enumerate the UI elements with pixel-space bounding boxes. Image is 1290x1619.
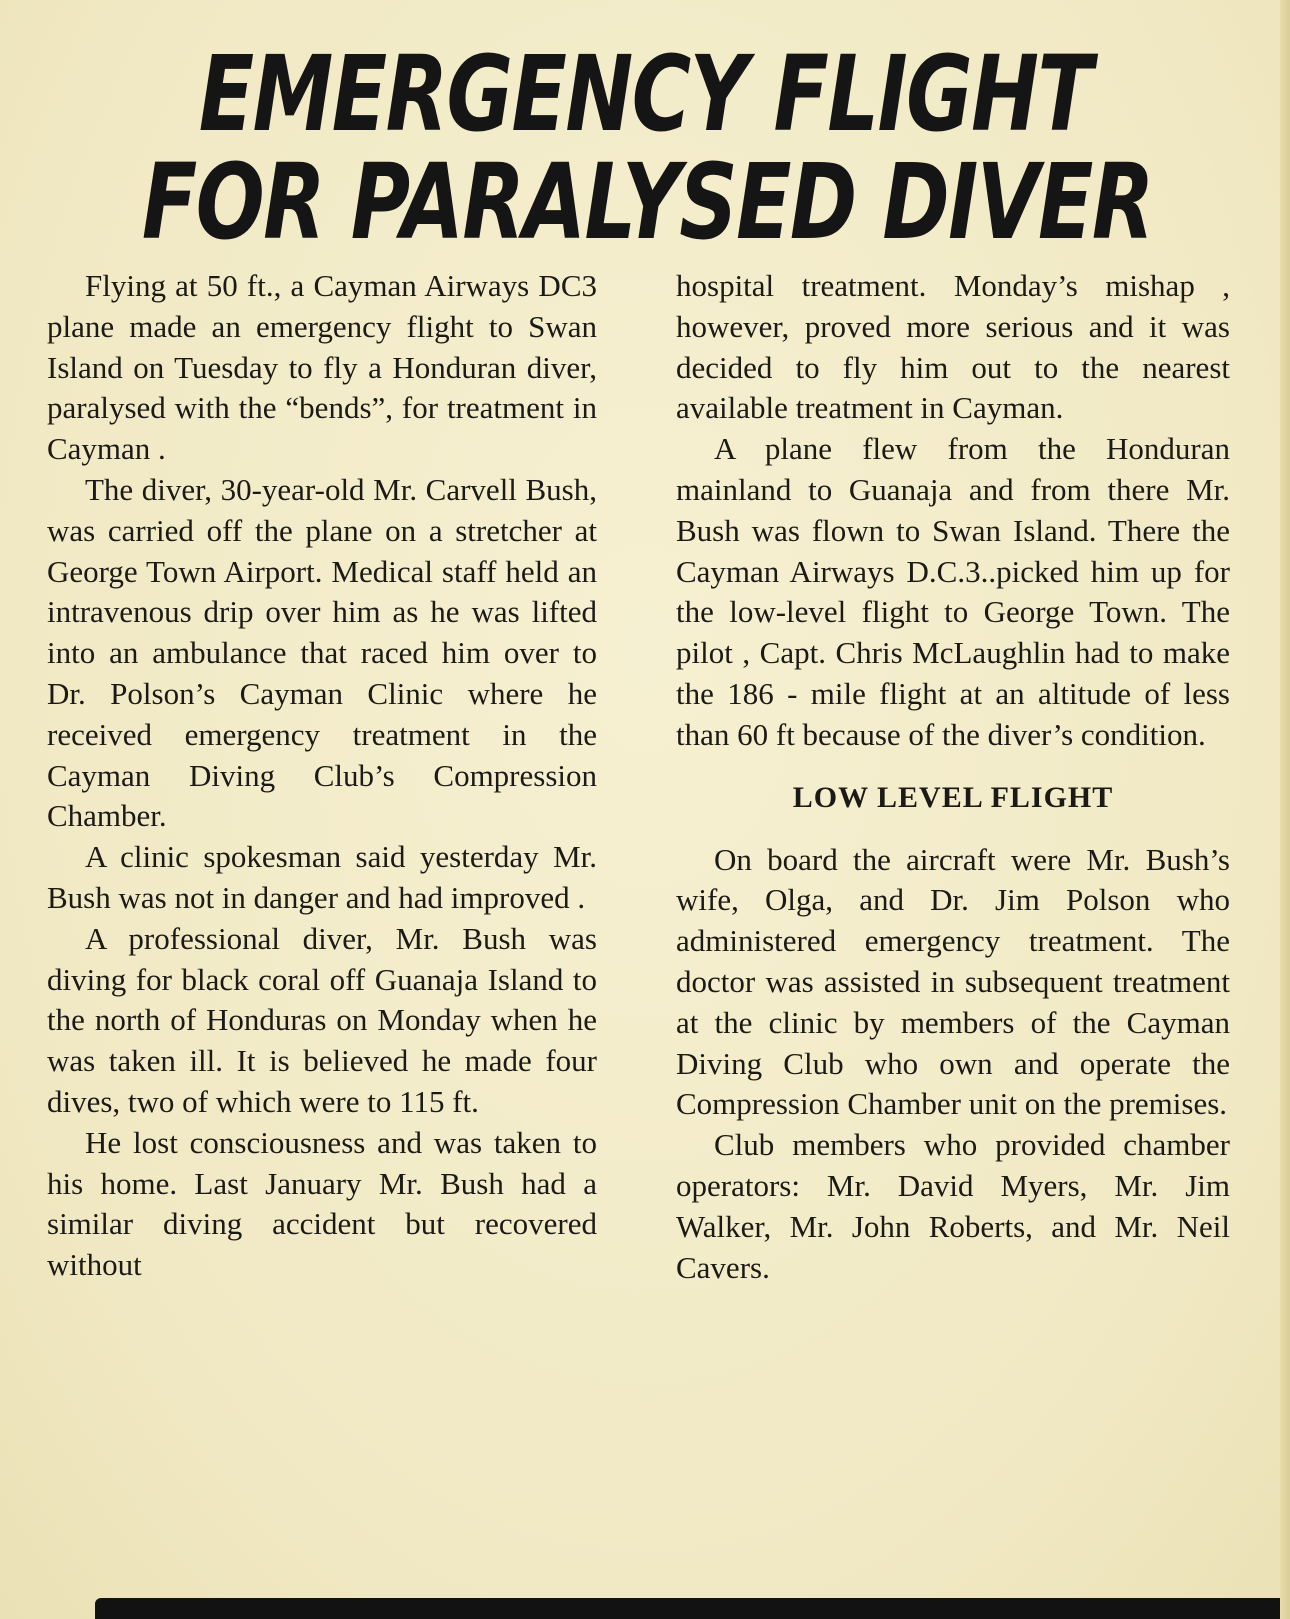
- paper-edge: [1280, 0, 1290, 1619]
- headline: [141, 33, 1153, 263]
- left-column: [47, 266, 597, 1286]
- right-column: [676, 266, 1230, 1288]
- paragraph: The diver, 30-year-old Mr. Carvell Bush, was carried off the plane on a stretcher at George Town Airport. Medical staff held an intravenous drip over him as he was lifted into an ambulance that raced him over to Dr. Polson’s Cayman Clinic where he received emergency treatment in the Cayman Diving Club’s Compression Chamber.: [47, 471, 597, 834]
- paragraph: A clinic spokesman said yesterday Mr. Bush was not in danger and had improved .: [47, 839, 597, 915]
- subheading: LOW LEVEL FLIGHT: [792, 780, 1114, 814]
- paragraph: Flying at 50 ft., a Cayman Airways DC3 plane made an emergency flight to Swan Island on Tuesday to fly a Honduran diver, paralysed with the “bends”, for treatment in Cayman .: [47, 268, 597, 467]
- paragraph: He lost consciousness and was taken to his home. Last January Mr. Bush had a similar diving accident but recovered without: [47, 1124, 597, 1283]
- bottom-rule: [95, 1598, 1290, 1619]
- paragraph: On board the aircraft were Mr. Bush’s wife, Olga, and Dr. Jim Polson who administered emergency treatment. The doctor was assisted in subsequent treatment at the clinic by members of the Cayman Diving Club who own and operate the Compression Chamber unit on the premises.: [676, 841, 1230, 1122]
- paragraph-continuation: hospital treatment. Monday’s mishap , however, proved more serious and it was decided to fly him out to the nearest available treatment in Cayman.: [676, 268, 1230, 426]
- paragraph: A plane flew from the Honduran mainland to Guanaja and from there Mr. Bush was flown to Swan Island. There the Cayman Airways D.C.3..picked him up for the low-level flight to George Town. The pilot , Capt. Chris McLaughlin had to make the 186 - mile flight at an altitude of less than 60 ft because of the diver’s condition.: [676, 431, 1230, 752]
- paragraph: A professional diver, Mr. Bush was diving for black coral off Guanaja Island to the north of Honduras on Monday when he was taken ill. It is believed he made four dives, two of which were to 115 ft.: [47, 920, 597, 1119]
- headline-line-1: EMERGENCY FLIGHT: [198, 33, 1092, 155]
- paragraph: Club members who provided chamber operators: Mr. David Myers, Mr. Jim Walker, Mr. John Roberts, and Mr. Neil Cavers.: [676, 1127, 1230, 1285]
- headline-line-2: FOR PARALYSED DIVER: [141, 141, 1153, 263]
